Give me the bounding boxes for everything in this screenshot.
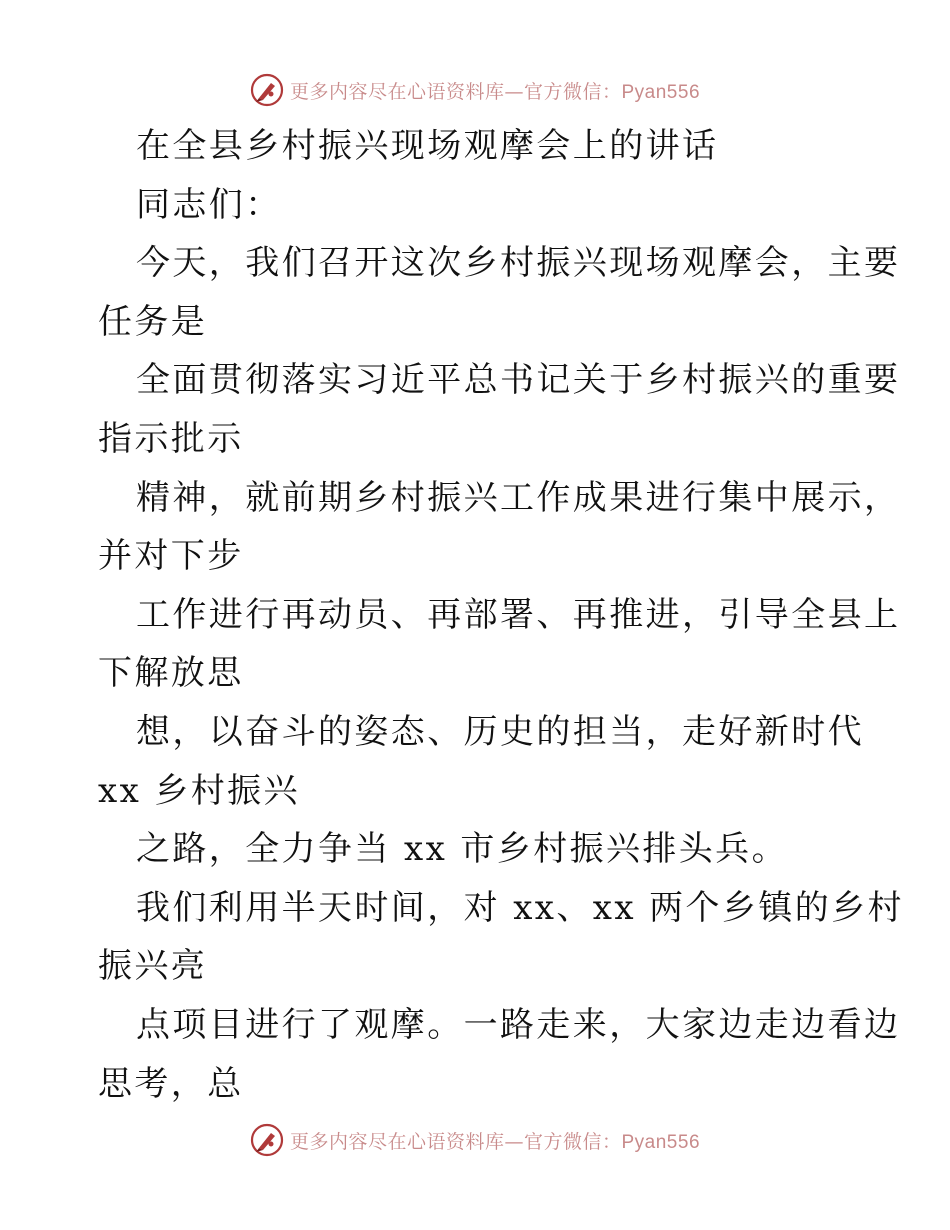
paragraph-line: 想，以奋斗的姿态、历史的担当，走好新时代 <box>136 711 864 752</box>
watermark-account: Pyan556 <box>621 1131 701 1153</box>
paragraph-line: 之路，全力争当 xx 市乡村振兴排头兵。 <box>136 829 788 870</box>
document-title: 在全县乡村振兴现场观摩会上的讲话 <box>136 126 719 166</box>
paragraph-line: 任务是 <box>98 301 208 342</box>
watermark-account: Pyan556 <box>621 81 701 103</box>
paragraph-line: 全面贯彻落实习近平总书记关于乡村振兴的重要 <box>136 360 901 401</box>
paragraph-line: 下解放思 <box>98 653 244 694</box>
pen-nib-logo-icon <box>250 73 284 107</box>
header-watermark <box>0 70 950 110</box>
paragraph-line: 并对下步 <box>98 536 244 577</box>
document-body <box>98 117 904 1113</box>
paragraph-line: 我们利用半天时间，对 xx、xx 两个乡镇的乡村 <box>136 887 904 928</box>
paragraph-line: 指示批示 <box>98 418 244 459</box>
paragraph-line: 工作进行再动员、再部署、再推进，引导全县上 <box>136 594 901 635</box>
watermark-text: 更多内容尽在心语资料库—官方微信：Pyan556 <box>289 80 701 103</box>
paragraph-line: 点项目进行了观摩。一路走来，大家边走边看边 <box>136 1004 901 1045</box>
salutation: 同志们： <box>136 184 282 225</box>
paragraph-line: 思考，总 <box>98 1063 244 1104</box>
paragraph-line: 今天，我们召开这次乡村振兴现场观摩会，主要 <box>136 243 901 284</box>
paragraph-line: 振兴亮 <box>98 946 208 987</box>
paragraph-line: xx 乡村振兴 <box>98 770 300 811</box>
footer-watermark <box>0 1120 950 1160</box>
paragraph-line: 精神，就前期乡村振兴工作成果进行集中展示， <box>136 477 901 518</box>
pen-nib-logo-icon <box>250 1123 284 1157</box>
watermark-text: 更多内容尽在心语资料库—官方微信：Pyan556 <box>289 1130 701 1153</box>
